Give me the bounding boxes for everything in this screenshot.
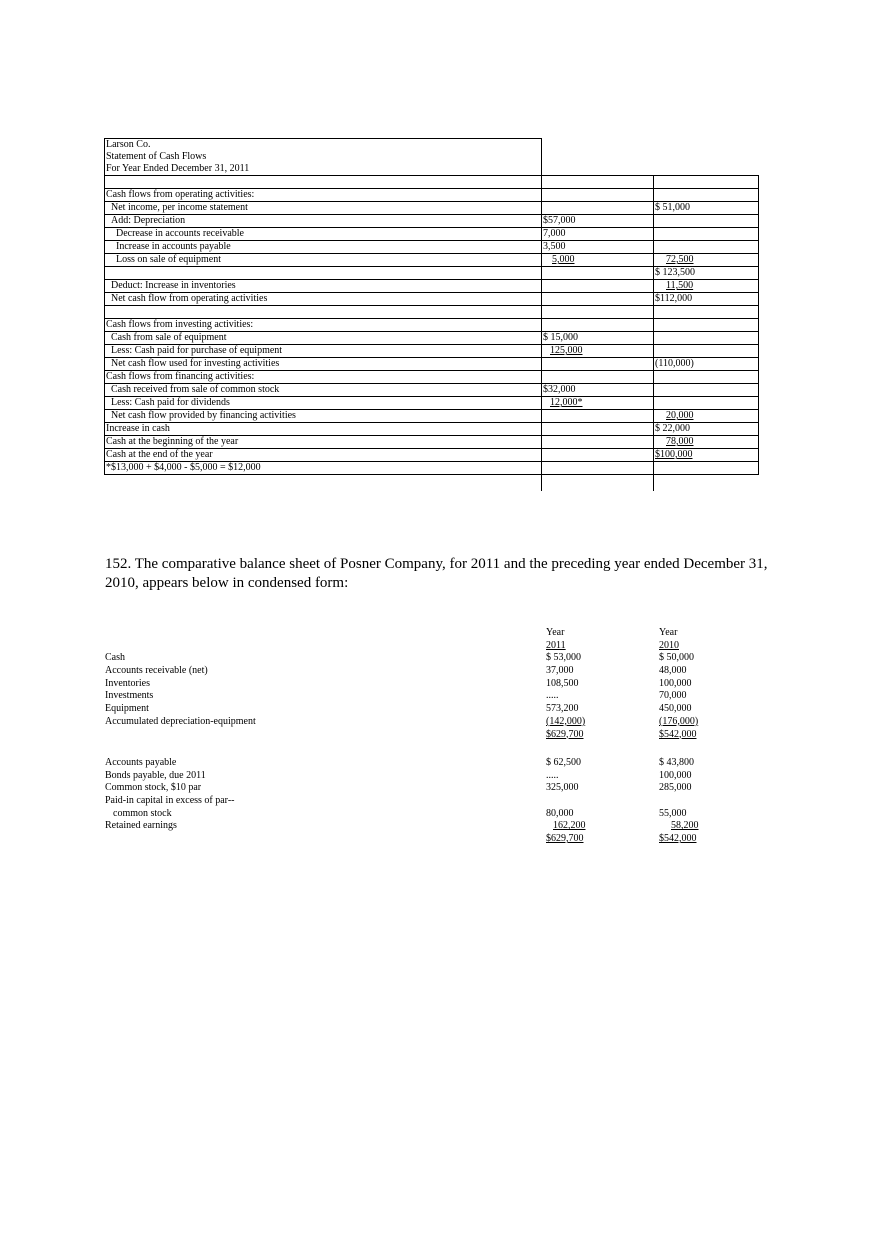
equipment-purchase-label: Less: Cash paid for purchase of equipment — [105, 345, 542, 358]
liabilities-total-row — [105, 833, 759, 846]
increase-ap-label: Increase in accounts payable — [105, 241, 542, 254]
loss-label: Loss on sale of equipment — [105, 254, 542, 267]
assets-total-row — [105, 729, 759, 742]
balance-sheet — [105, 627, 759, 846]
dividends-label: Less: Cash paid for dividends — [105, 397, 542, 410]
operating-net-label: Net cash flow from operating activities — [105, 293, 542, 306]
increase-ap-value: 3,500 — [542, 241, 654, 254]
operating-subtotal-value: $ 123,500 — [654, 267, 759, 280]
investing-heading: Cash flows from investing activities: — [105, 319, 542, 332]
table-row: Cash $ 53,000 $ 50,000 — [105, 652, 694, 664]
increase-cash-label: Increase in cash — [105, 423, 542, 436]
assets-total-2010: $542,000 — [659, 728, 697, 740]
table-row: Common stock, $10 par 325,000 285,000 — [105, 782, 692, 794]
table-row: Accounts receivable (net) 37,000 48,000 — [105, 665, 687, 677]
financing-net-value: 20,000 — [666, 410, 694, 421]
equipment-sale-value: $ 15,000 — [542, 332, 654, 345]
adjustments-total-value: 72,500 — [666, 254, 694, 265]
depreciation-label: Add: Depreciation — [105, 215, 542, 228]
stock-sale-value: $32,000 — [542, 384, 654, 397]
statement-title: Statement of Cash Flows — [105, 151, 542, 163]
dividends-value: 12,000* — [550, 397, 583, 408]
table-row: Accounts payable $ 62,500 $ 43,800 — [105, 756, 694, 768]
ending-cash-value: $100,000 — [655, 449, 693, 460]
cash-flow-statement-table — [104, 138, 759, 491]
investing-net-label: Net cash flow used for investing activities — [105, 358, 542, 371]
col1-heading: Year — [546, 627, 565, 638]
operating-net-value: $112,000 — [654, 293, 759, 306]
equipment-purchase-value: 125,000 — [550, 345, 583, 356]
investing-net-value: (110,000) — [654, 358, 759, 371]
equipment-sale-label: Cash from sale of equipment — [105, 332, 542, 345]
question-text: 152. The comparative balance sheet of Posner Company, for 2011 and the preceding year ended December 31, 2010, appears below in condensed form: — [105, 556, 768, 591]
table-row: Inventories 108,500 100,000 — [105, 677, 692, 689]
financing-net-label: Net cash flow provided by financing activities — [105, 410, 542, 423]
company-name: Larson Co. — [105, 139, 542, 152]
table-row: Equipment 573,200 450,000 — [105, 703, 692, 715]
stock-sale-label: Cash received from sale of common stock — [105, 384, 542, 397]
loss-value: 5,000 — [552, 254, 575, 265]
table-row: Investments ..... 70,000 — [105, 690, 687, 702]
net-income-label: Net income, per income statement — [105, 202, 542, 215]
decrease-ar-value: 7,000 — [542, 228, 654, 241]
table-row: Bonds payable, due 2011 ..... 100,000 — [105, 769, 692, 781]
beginning-cash-value: 78,000 — [666, 436, 694, 447]
col1-year: 2011 — [546, 639, 566, 651]
financing-heading: Cash flows from financing activities: — [105, 371, 542, 384]
table-row: Paid-in capital in excess of par-- — [105, 794, 235, 806]
table-row: Retained earnings 162,200 58,200 — [105, 820, 699, 832]
inventories-value: 11,500 — [666, 280, 694, 291]
beginning-cash-label: Cash at the beginning of the year — [105, 436, 542, 449]
liabilities-total-2010: $542,000 — [659, 833, 697, 844]
ending-cash-label: Cash at the end of the year — [105, 449, 542, 462]
net-income-value: $ 51,000 — [654, 202, 759, 215]
increase-cash-value: $ 22,000 — [654, 423, 759, 436]
decrease-ar-label: Decrease in accounts receivable — [105, 228, 542, 241]
statement-period: For Year Ended December 31, 2011 — [105, 163, 542, 176]
table-row: Accumulated depreciation-equipment (142,000) (176,000) — [105, 715, 699, 727]
inventories-label: Deduct: Increase in inventories — [105, 280, 542, 293]
footnote: *$13,000 + $4,000 - $5,000 = $12,000 — [105, 462, 542, 475]
table-row: common stock 80,000 55,000 — [113, 807, 687, 819]
depreciation-value: $57,000 — [542, 215, 654, 228]
col2-year: 2010 — [659, 639, 679, 651]
liabilities-total-2011: $629,700 — [546, 833, 584, 844]
col2-heading: Year — [659, 627, 678, 638]
operating-heading: Cash flows from operating activities: — [105, 189, 542, 202]
assets-total-2011: $629,700 — [546, 728, 584, 740]
